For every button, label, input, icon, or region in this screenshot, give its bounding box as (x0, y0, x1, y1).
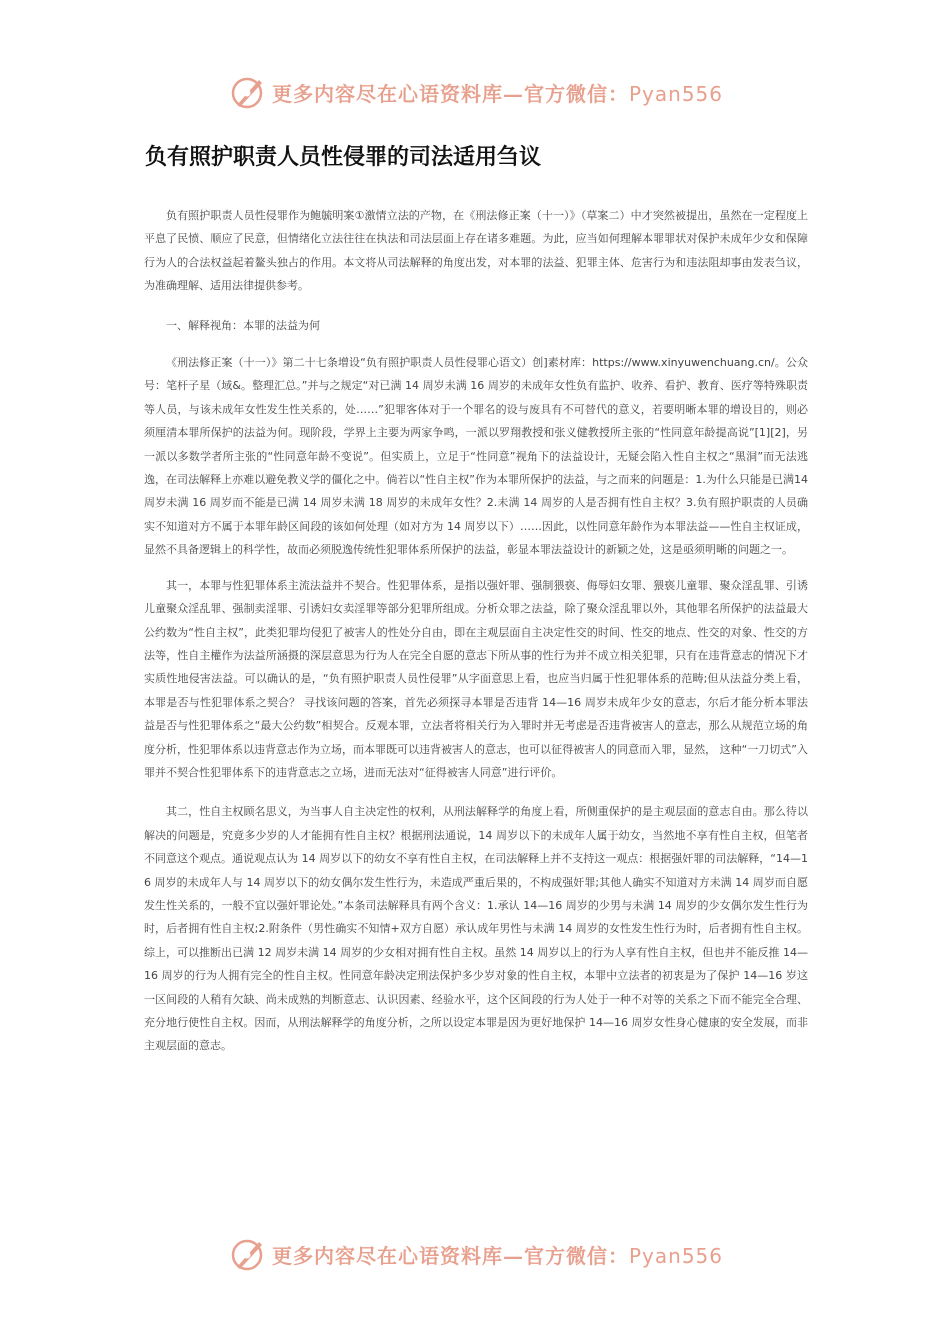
document-body (144, 204, 808, 1074)
banner-label: 更多内容尽在心语资料库—官方微信： (272, 1243, 629, 1268)
paragraph-intro: 负有照护职责人员性侵罪作为鲍毓明案①激情立法的产物，在《刑法修正案（十一）》（草案二）中才突然被提出，虽然在一定程度上平息了民愤、顺应了民意，但情绪化立法往往在执法和司法层面上存在诸多难题。为此，应当如何理解本罪罪状对保护未成年少女和保障行为人的合法权益起着鳌头独占的作用。本文将从司法解释的角度出发，对本罪的法益、犯罪主体、危害行为和违法阻却事由发表刍议，为准确理解、适用法律提供参考。 (144, 209, 808, 293)
banner-label: 更多内容尽在心语资料库—官方微信： (272, 81, 629, 106)
banner-text (272, 78, 723, 107)
banner-text (272, 1240, 723, 1269)
page-title: 负有照护职责人员性侵罪的司法适用刍议 (145, 145, 542, 170)
section-heading: 一、解释视角：本罪的法益为何 (166, 318, 320, 332)
header-banner (228, 72, 728, 112)
banner-wechat-id: Pyan556 (629, 81, 724, 106)
paragraph-point-one: 其一，本罪与性犯罪体系主流法益并不契合。性犯罪体系，是指以强奸罪、强制猥亵、侮辱妇女罪、猥亵儿童罪、聚众淫乱罪、引诱儿童聚众淫乱罪、强制卖淫罪、引诱妇女卖淫罪等部分犯罪所组成。分析众罪之法益，除了聚众淫乱罪以外，其他罪名所保护的法益最大公约数为“性自主权”，此类犯罪均侵犯了被害人的性处分自由，即在主观层面自主决定性交的时间、性交的地点、性交的对象、性交的方法等，性自主權作为法益所涵摄的深层意思为行为人在完全自愿的意志下所从事的性行为并不成立相关犯罪，只有在违背意志的情况下才实质性地侵害法益。可以确认的是，“负有照护职责人员性侵罪”从字面意思上看，也应当归属于性犯罪体系的范畴;但从法益分类上看，本罪是否与性犯罪体系之契合？ 寻找该问题的答案，首先必须探寻本罪是否违背 14—16 周岁未成年少女的意志，尔后才能分析本罪法益是否与性犯罪体系之“最大公约数”相契合。反观本罪，立法者将相关行为入罪时并无考虑是否违背被害人的意志，那么从规范立场的角度分析，性犯罪体系以违背意志作为立场，而本罪既可以违背被害人的意志，也可以征得被害人的同意而入罪，显然， 这种“一刀切式”入罪并不契合性犯罪体系下的违背意志之立场，进而无法对“征得被害人同意”进行评价。 (144, 578, 808, 779)
pen-logo-icon (228, 72, 268, 112)
paragraph-point-two: 其二，性自主权顾名思义，为当事人自主决定性的权利，从刑法解释学的角度上看，所侧重保护的是主观层面的意志自由。那么待以解决的问题是，究竟多少岁的人才能拥有性自主权？根据刑法通说，14 周岁以下的未成年人属于幼女，当然地不享有性自主权，但笔者不同意这个观点。通说观点认为 14 周岁以下的幼女不享有性自主权，在司法解释上并不支持这一观点：根据强奸罪的司法解释，“14—16 周岁的未成年人与 14 周岁以下的幼女偶尔发生性行为，未造成严重后果的，不构成强奸罪;其他人确实不知道对方未满 14 周岁而自愿发生性关系的，一般不宜以强奸罪论处。”本条司法解释具有两个含义：1.承认 14—16 周岁的少男与未满 14 周岁的少女偶尔发生性行为时，后者拥有性自主权;2.附条件（男性确实不知情+双方自愿）承认成年男性与未满 14 周岁的女性发生性行为时，后者拥有性自主权。综上，可以推断出已满 12 周岁未满 14 周岁的少女相对拥有性自主权。虽然 14 周岁以上的行为人享有性自主权，但也并不能反推 14—16 周岁的行为人拥有完全的性自主权。性同意年龄决定刑法保护多少岁对象的性自主权，本罪中立法者的初衷是为了保护 14—16 岁这一区间段的人稍有欠缺、尚未成熟的判断意志、认识因素、经验水平，这个区间段的行为人处于一种不对等的关系之下而不能完全合理、充分地行使性自主权。因而，从刑法解释学的角度分析，之所以设定本罪是因为更好地保护 14—16 周岁女性身心健康的安全发展，而非主观层面的意志。 (144, 805, 808, 1053)
footer-banner (228, 1234, 728, 1274)
paragraph-background: 《刑法修正案（十一）》第二十七条增设“负有照护职责人员性侵罪心语文）创]素材库：https://www.xinyuwenchuang.cn/。公众号：笔杆子星（域&。整理汇总。”并与之规定“对已满 14 周岁未满 16 周岁的未成年女性负有监护、收养、看护、教育、医疗等特殊职责等人员，与该未成年女性发生性关系的，处……”犯罪客体对于一个罪名的设与废具有不可替代的意义，若要明晰本罪的增设目的，则必须厘清本罪所保护的法益为何。现阶段，学界上主要为两家争鸣，一派以罗翔教授和张义健教授所主张的“性同意年龄提高说”[1][2]，另一派以多数学者所主张的“性同意年龄不变说”。但实质上，立足于“性同意”视角下的法益设计，无疑会陷入性自主权之“黑洞”而无法逃逸，在司法解释上亦难以避免教义学的僵化之中。倘若以“性自主权”作为本罪所保护的法益，与之而来的问题是：1.为什么只能是已满14 周岁未满 16 周岁而不能是已满 14 周岁未满 18 周岁的未成年女性？2.未满 14 周岁的人是否拥有性自主权？3.负有照护职责的人员确实不知道对方不属于本罪年龄区间段的该如何处理（如对方为 14 周岁以下）……因此，以性同意年龄作为本罪法益——性自主权证成，显然不具备逻辑上的科学性，故而必须脱逸传统性犯罪体系所保护的法益，彰显本罪法益设计的新颖之处，这是亟须明晰的问题之一。 (144, 356, 808, 557)
pen-logo-icon (228, 1234, 268, 1274)
banner-wechat-id: Pyan556 (629, 1243, 724, 1268)
